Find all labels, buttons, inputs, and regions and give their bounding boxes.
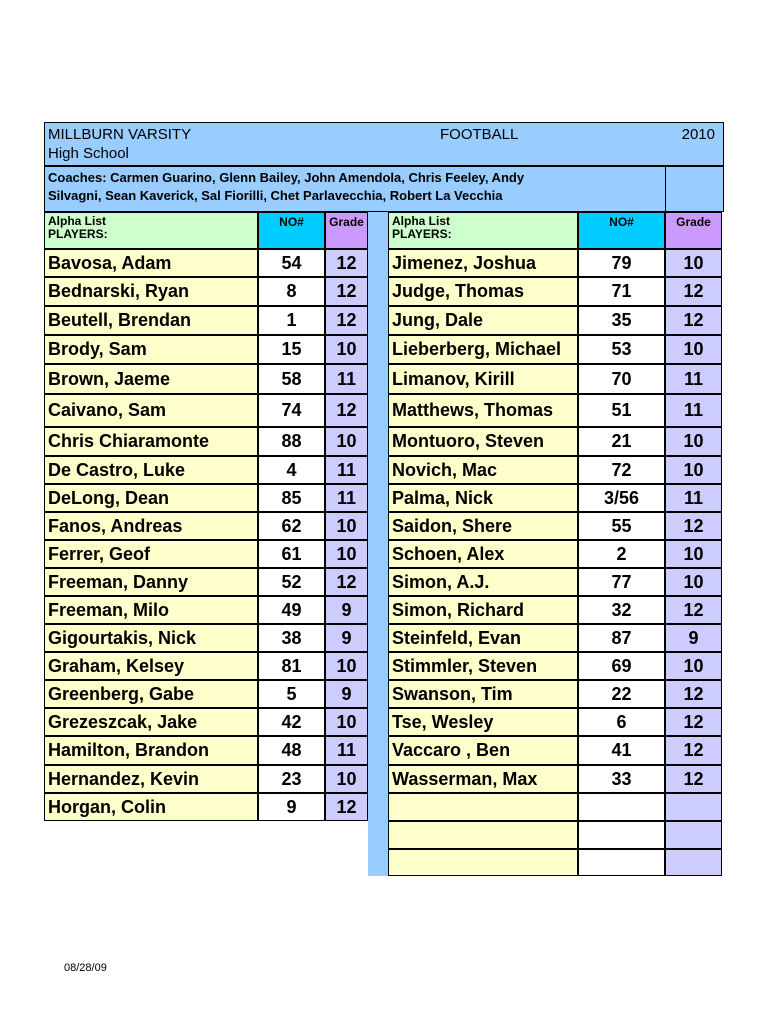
player-grade: 11 [325, 364, 368, 394]
player-grade: 9 [325, 624, 368, 652]
player-number: 52 [258, 568, 325, 596]
player-number: 35 [578, 306, 665, 335]
left-number-header: NO# [258, 212, 325, 249]
player-name: Beutell, Brendan [44, 306, 258, 335]
player-name: Brown, Jaeme [44, 364, 258, 394]
column-separator [368, 212, 388, 876]
player-name: Steinfeld, Evan [388, 624, 578, 652]
player-number: 77 [578, 568, 665, 596]
school-title: MILLBURN VARSITY [48, 126, 192, 143]
player-grade: 9 [325, 596, 368, 624]
coaches-line-2: Silvagni, Sean Kaverick, Sal Fiorilli, Chet Parlavecchia, Robert La Vecchia [48, 188, 503, 203]
player-grade: 12 [665, 765, 722, 793]
sport-title: FOOTBALL [440, 126, 519, 143]
player-number: 22 [578, 680, 665, 708]
right-grade-header: Grade [665, 212, 722, 249]
player-grade: 10 [325, 652, 368, 680]
player-number [578, 793, 665, 821]
player-number: 72 [578, 456, 665, 484]
player-number: 42 [258, 708, 325, 736]
player-name: Chris Chiaramonte [44, 427, 258, 456]
season-year: 2010 [681, 126, 715, 143]
player-number: 87 [578, 624, 665, 652]
right-players-label: PLAYERS: [392, 227, 452, 241]
player-number: 21 [578, 427, 665, 456]
player-grade: 12 [325, 249, 368, 277]
player-grade: 12 [665, 306, 722, 335]
player-grade: 11 [665, 364, 722, 394]
player-number: 2 [578, 540, 665, 568]
player-number: 38 [258, 624, 325, 652]
print-date: 08/28/09 [64, 962, 107, 974]
player-number: 4 [258, 456, 325, 484]
player-grade: 10 [325, 427, 368, 456]
coaches-side-cell [666, 166, 724, 212]
player-name: Swanson, Tim [388, 680, 578, 708]
player-name: Tse, Wesley [388, 708, 578, 736]
player-number: 6 [578, 708, 665, 736]
player-number: 48 [258, 736, 325, 765]
player-number: 61 [258, 540, 325, 568]
player-grade: 11 [665, 394, 722, 427]
player-name: Schoen, Alex [388, 540, 578, 568]
player-grade: 12 [325, 277, 368, 306]
player-grade: 11 [325, 484, 368, 512]
player-number: 53 [578, 335, 665, 364]
right-number-header: NO# [578, 212, 665, 249]
player-name: Hamilton, Brandon [44, 736, 258, 765]
player-grade: 12 [665, 596, 722, 624]
player-name: Bednarski, Ryan [44, 277, 258, 306]
player-grade: 10 [665, 652, 722, 680]
player-name: Ferrer, Geof [44, 540, 258, 568]
player-name: Limanov, Kirill [388, 364, 578, 394]
player-grade: 10 [325, 708, 368, 736]
player-grade: 12 [665, 736, 722, 765]
player-number: 23 [258, 765, 325, 793]
coaches-box [44, 166, 666, 212]
left-grade-header: Grade [325, 212, 368, 249]
player-name: Jimenez, Joshua [388, 249, 578, 277]
left-list-label: Alpha List [48, 214, 107, 228]
player-name: Caivano, Sam [44, 394, 258, 427]
player-grade: 10 [665, 568, 722, 596]
player-name: Novich, Mac [388, 456, 578, 484]
player-grade: 12 [665, 680, 722, 708]
player-grade: 10 [665, 335, 722, 364]
player-grade: 12 [325, 306, 368, 335]
right-list-header [388, 212, 578, 249]
player-number [578, 821, 665, 849]
player-number: 33 [578, 765, 665, 793]
player-number: 1 [258, 306, 325, 335]
player-number: 41 [578, 736, 665, 765]
player-name: Saidon, Shere [388, 512, 578, 540]
player-name: Stimmler, Steven [388, 652, 578, 680]
player-number: 9 [258, 793, 325, 821]
player-name: Freeman, Danny [44, 568, 258, 596]
player-name: Simon, Richard [388, 596, 578, 624]
player-name: Palma, Nick [388, 484, 578, 512]
player-name: Graham, Kelsey [44, 652, 258, 680]
player-grade: 10 [665, 427, 722, 456]
player-grade: 12 [665, 277, 722, 306]
player-number: 79 [578, 249, 665, 277]
player-name: Lieberberg, Michael [388, 335, 578, 364]
player-number: 88 [258, 427, 325, 456]
player-name: DeLong, Dean [44, 484, 258, 512]
player-number: 8 [258, 277, 325, 306]
player-name: Brody, Sam [44, 335, 258, 364]
player-number: 51 [578, 394, 665, 427]
player-grade: 9 [665, 624, 722, 652]
player-name: Hernandez, Kevin [44, 765, 258, 793]
player-grade: 12 [325, 793, 368, 821]
coaches-line-1: Coaches: Carmen Guarino, Glenn Bailey, John Amendola, Chris Feeley, Andy [48, 170, 525, 185]
player-name: Bavosa, Adam [44, 249, 258, 277]
player-number: 58 [258, 364, 325, 394]
player-grade: 11 [665, 484, 722, 512]
player-grade: 10 [325, 335, 368, 364]
player-grade [665, 793, 722, 821]
player-number: 81 [258, 652, 325, 680]
player-grade: 12 [665, 512, 722, 540]
player-number: 74 [258, 394, 325, 427]
player-number: 62 [258, 512, 325, 540]
player-name: Grezeszcak, Jake [44, 708, 258, 736]
player-grade: 10 [665, 249, 722, 277]
player-number: 3/56 [578, 484, 665, 512]
player-number: 71 [578, 277, 665, 306]
title-box [44, 122, 724, 166]
player-number: 5 [258, 680, 325, 708]
player-grade: 10 [325, 765, 368, 793]
player-name [388, 849, 578, 876]
player-number: 85 [258, 484, 325, 512]
player-number: 70 [578, 364, 665, 394]
player-grade: 11 [325, 736, 368, 765]
player-name: De Castro, Luke [44, 456, 258, 484]
player-number [578, 849, 665, 876]
player-grade: 12 [325, 394, 368, 427]
player-number: 55 [578, 512, 665, 540]
school-level: High School [48, 145, 129, 162]
player-grade: 11 [325, 456, 368, 484]
player-grade [665, 849, 722, 876]
player-name [388, 821, 578, 849]
player-name: Fanos, Andreas [44, 512, 258, 540]
player-name: Greenberg, Gabe [44, 680, 258, 708]
left-list-header [44, 212, 258, 249]
player-grade: 10 [325, 512, 368, 540]
player-name: Jung, Dale [388, 306, 578, 335]
left-players-label: PLAYERS: [48, 227, 108, 241]
player-name: Gigourtakis, Nick [44, 624, 258, 652]
player-grade: 12 [325, 568, 368, 596]
player-name: Vaccaro , Ben [388, 736, 578, 765]
player-grade [665, 821, 722, 849]
right-list-label: Alpha List [392, 214, 451, 228]
player-name [388, 793, 578, 821]
player-number: 69 [578, 652, 665, 680]
player-name: Matthews, Thomas [388, 394, 578, 427]
player-grade: 10 [325, 540, 368, 568]
player-name: Wasserman, Max [388, 765, 578, 793]
player-name: Freeman, Milo [44, 596, 258, 624]
player-grade: 10 [665, 456, 722, 484]
player-number: 49 [258, 596, 325, 624]
player-number: 32 [578, 596, 665, 624]
player-name: Judge, Thomas [388, 277, 578, 306]
player-grade: 12 [665, 708, 722, 736]
player-name: Simon, A.J. [388, 568, 578, 596]
player-grade: 10 [665, 540, 722, 568]
player-number: 54 [258, 249, 325, 277]
player-grade: 9 [325, 680, 368, 708]
player-name: Montuoro, Steven [388, 427, 578, 456]
player-number: 15 [258, 335, 325, 364]
player-name: Horgan, Colin [44, 793, 258, 821]
